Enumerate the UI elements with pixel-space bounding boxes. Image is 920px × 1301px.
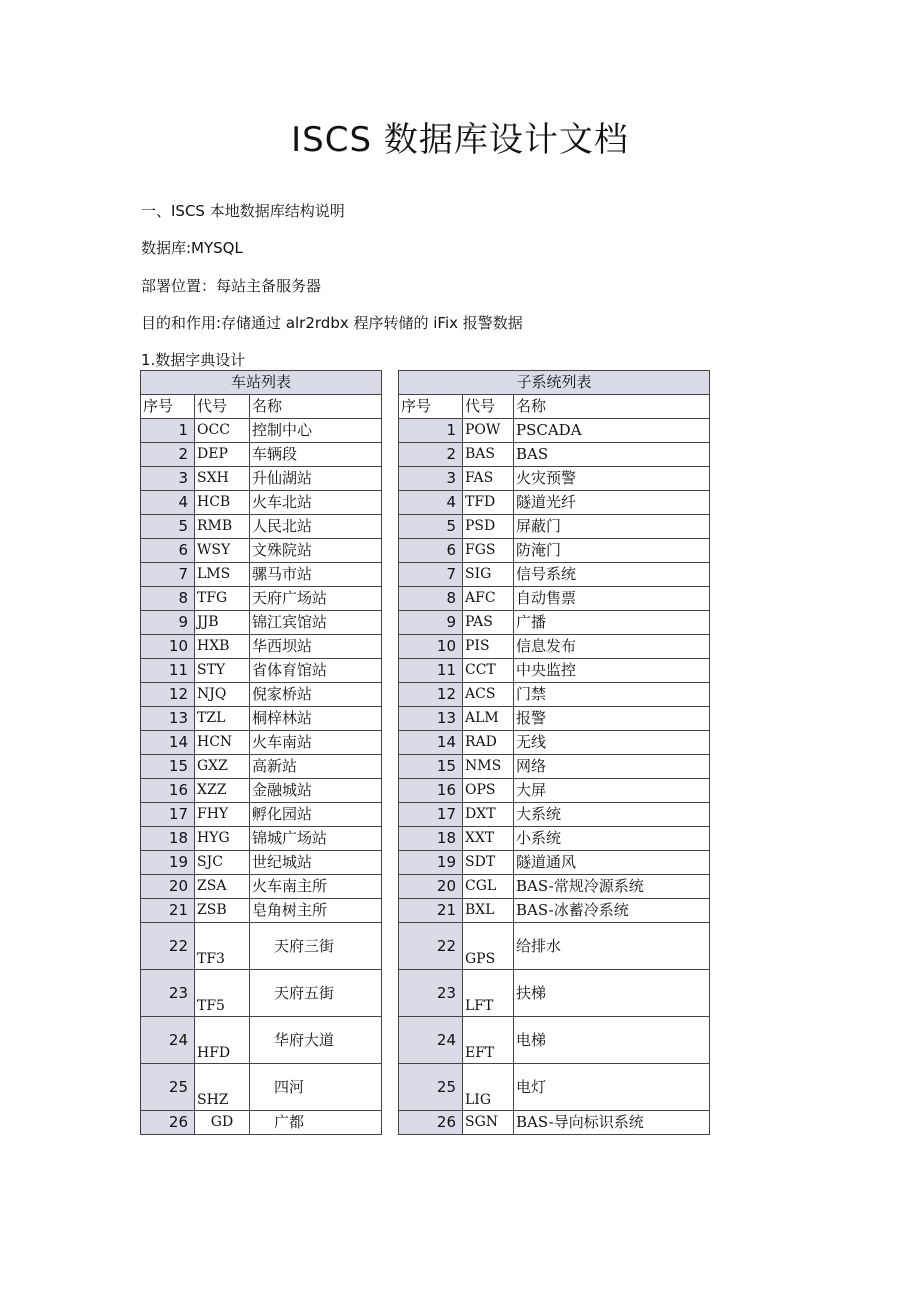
row-number: 1	[141, 419, 195, 443]
row-name: 门禁	[514, 683, 710, 707]
row-number: 15	[399, 755, 463, 779]
row-name: 大屏	[514, 779, 710, 803]
table-row	[141, 467, 382, 491]
row-code: RAD	[463, 731, 514, 755]
row-name: 高新站	[250, 755, 382, 779]
table-row	[141, 731, 382, 755]
row-number: 17	[399, 803, 463, 827]
row-name: 信号系统	[514, 563, 710, 587]
row-code: STY	[195, 659, 250, 683]
row-number: 11	[141, 659, 195, 683]
table-row	[399, 851, 710, 875]
row-code: GD	[195, 1111, 250, 1135]
column-header-name: 名称	[250, 395, 382, 419]
row-code: HXB	[195, 635, 250, 659]
row-code: SJC	[195, 851, 250, 875]
column-header-no: 序号	[141, 395, 195, 419]
row-name: 控制中心	[250, 419, 382, 443]
table-row	[399, 659, 710, 683]
row-code: OCC	[195, 419, 250, 443]
table-row	[141, 755, 382, 779]
row-name-text: 天府三街	[274, 937, 335, 955]
row-name: PSCADA	[514, 419, 710, 443]
row-code: POW	[463, 419, 514, 443]
row-name: 给排水	[514, 923, 710, 970]
row-number: 21	[141, 899, 195, 923]
row-name: 省体育馆站	[250, 659, 382, 683]
row-number: 22	[399, 923, 463, 970]
row-code: DXT	[463, 803, 514, 827]
row-code: ZSA	[195, 875, 250, 899]
table-row	[399, 683, 710, 707]
row-name: 防淹门	[514, 539, 710, 563]
row-name: BAS-冰蓄冷系统	[514, 899, 710, 923]
row-number: 8	[141, 587, 195, 611]
station-table-header-row	[141, 395, 382, 419]
table-row	[399, 1017, 710, 1064]
row-code: LIG	[463, 1064, 514, 1111]
row-number: 4	[399, 491, 463, 515]
row-number: 25	[141, 1064, 195, 1111]
row-name: 广播	[514, 611, 710, 635]
table-row	[399, 635, 710, 659]
row-number: 14	[141, 731, 195, 755]
row-number: 2	[141, 443, 195, 467]
row-number: 6	[399, 539, 463, 563]
row-name: 自动售票	[514, 587, 710, 611]
row-number: 8	[399, 587, 463, 611]
document-title: ISCS 数据库设计文档	[291, 120, 629, 160]
table-row	[399, 803, 710, 827]
row-number: 26	[399, 1111, 463, 1135]
row-name-text: 天府五街	[274, 984, 335, 1002]
row-code: NJQ	[195, 683, 250, 707]
row-code: TFG	[195, 587, 250, 611]
row-name: 火灾预警	[514, 467, 710, 491]
row-code: TZL	[195, 707, 250, 731]
row-number: 14	[399, 731, 463, 755]
row-code: BXL	[463, 899, 514, 923]
table-row	[141, 1017, 382, 1064]
table-row	[399, 467, 710, 491]
table-row	[141, 803, 382, 827]
subsystem-table	[398, 370, 710, 1135]
row-code: GPS	[463, 923, 514, 970]
row-name: 屏蔽门	[514, 515, 710, 539]
row-name: 网络	[514, 755, 710, 779]
table-row	[141, 635, 382, 659]
row-number: 26	[141, 1111, 195, 1135]
table-row	[141, 827, 382, 851]
row-code: HFD	[195, 1017, 250, 1064]
row-name: 隧道通风	[514, 851, 710, 875]
row-name	[250, 923, 382, 970]
row-number: 4	[141, 491, 195, 515]
row-number: 12	[399, 683, 463, 707]
table-row	[141, 683, 382, 707]
row-number: 15	[141, 755, 195, 779]
row-code: CCT	[463, 659, 514, 683]
row-code: SHZ	[195, 1064, 250, 1111]
row-number: 3	[141, 467, 195, 491]
column-header-code: 代号	[463, 395, 514, 419]
table-row	[399, 587, 710, 611]
table-row	[141, 443, 382, 467]
table-row	[399, 755, 710, 779]
column-header-name: 名称	[514, 395, 710, 419]
table-row	[141, 1064, 382, 1111]
station-table	[140, 370, 382, 1135]
station-table-title-row	[141, 371, 382, 395]
row-number: 9	[141, 611, 195, 635]
row-number: 21	[399, 899, 463, 923]
table-row	[399, 419, 710, 443]
row-code: SDT	[463, 851, 514, 875]
table-row	[399, 707, 710, 731]
table-row	[399, 1064, 710, 1111]
row-code: SXH	[195, 467, 250, 491]
row-code: AFC	[463, 587, 514, 611]
row-name: 天府广场站	[250, 587, 382, 611]
row-number: 2	[399, 443, 463, 467]
purpose-line: 目的和作用:存储通过 alr2rdbx 程序转储的 iFix 报警数据	[141, 314, 523, 332]
row-name-text: 华府大道	[274, 1031, 335, 1049]
row-name: 隧道光纤	[514, 491, 710, 515]
dictionary-heading: 1.数据字典设计	[141, 351, 246, 369]
row-code: TFD	[463, 491, 514, 515]
row-number: 18	[141, 827, 195, 851]
table-row	[141, 1111, 382, 1135]
row-name: 中央监控	[514, 659, 710, 683]
row-name: 车辆段	[250, 443, 382, 467]
table-row	[399, 515, 710, 539]
row-name: 火车南主所	[250, 875, 382, 899]
row-number: 18	[399, 827, 463, 851]
table-row	[399, 491, 710, 515]
table-row	[141, 923, 382, 970]
row-code: CGL	[463, 875, 514, 899]
row-code: HYG	[195, 827, 250, 851]
table-row	[399, 970, 710, 1017]
subsystem-table-title: 子系统列表	[399, 371, 710, 395]
row-name: 锦江宾馆站	[250, 611, 382, 635]
row-number: 5	[399, 515, 463, 539]
row-number: 1	[399, 419, 463, 443]
row-code: BAS	[463, 443, 514, 467]
row-name: 大系统	[514, 803, 710, 827]
row-name: 升仙湖站	[250, 467, 382, 491]
row-code: ZSB	[195, 899, 250, 923]
database-line: 数据库:MYSQL	[141, 239, 243, 257]
table-row	[399, 731, 710, 755]
row-name: 华西坝站	[250, 635, 382, 659]
table-row	[141, 899, 382, 923]
row-code: SGN	[463, 1111, 514, 1135]
row-name: 信息发布	[514, 635, 710, 659]
row-name: 世纪城站	[250, 851, 382, 875]
table-row	[141, 611, 382, 635]
table-row	[141, 779, 382, 803]
row-number: 11	[399, 659, 463, 683]
station-table-title: 车站列表	[141, 371, 382, 395]
row-number: 7	[399, 563, 463, 587]
row-code: DEP	[195, 443, 250, 467]
table-row	[399, 779, 710, 803]
row-number: 16	[399, 779, 463, 803]
row-code: RMB	[195, 515, 250, 539]
row-number: 10	[141, 635, 195, 659]
row-name: 文殊院站	[250, 539, 382, 563]
row-number: 24	[141, 1017, 195, 1064]
row-code: PIS	[463, 635, 514, 659]
table-row	[141, 491, 382, 515]
table-row	[141, 851, 382, 875]
row-name: 小系统	[514, 827, 710, 851]
row-number: 23	[141, 970, 195, 1017]
row-number: 16	[141, 779, 195, 803]
row-code: LMS	[195, 563, 250, 587]
row-code: HCN	[195, 731, 250, 755]
row-name: 广都	[250, 1111, 382, 1135]
row-code: OPS	[463, 779, 514, 803]
row-number: 5	[141, 515, 195, 539]
row-name: 扶梯	[514, 970, 710, 1017]
row-code: SIG	[463, 563, 514, 587]
row-code: NMS	[463, 755, 514, 779]
row-number: 25	[399, 1064, 463, 1111]
table-row	[399, 611, 710, 635]
row-code: TF3	[195, 923, 250, 970]
row-code: FAS	[463, 467, 514, 491]
table-row	[399, 443, 710, 467]
row-number: 6	[141, 539, 195, 563]
row-number: 3	[399, 467, 463, 491]
row-number: 10	[399, 635, 463, 659]
row-code: HCB	[195, 491, 250, 515]
row-name	[250, 970, 382, 1017]
table-row	[399, 923, 710, 970]
row-code: JJB	[195, 611, 250, 635]
row-name: 电梯	[514, 1017, 710, 1064]
table-row	[399, 875, 710, 899]
table-row	[399, 563, 710, 587]
column-header-no: 序号	[399, 395, 463, 419]
row-name: BAS-导向标识系统	[514, 1111, 710, 1135]
row-number: 13	[141, 707, 195, 731]
row-code: EFT	[463, 1017, 514, 1064]
location-line: 部署位置：每站主备服务器	[141, 277, 322, 295]
row-code: PSD	[463, 515, 514, 539]
row-code: TF5	[195, 970, 250, 1017]
row-code: ACS	[463, 683, 514, 707]
table-row	[399, 1111, 710, 1135]
row-number: 22	[141, 923, 195, 970]
table-row	[399, 899, 710, 923]
row-name-text: 四河	[274, 1078, 305, 1096]
row-number: 7	[141, 563, 195, 587]
subsystem-table-header-row	[399, 395, 710, 419]
row-name: 报警	[514, 707, 710, 731]
row-code: LFT	[463, 970, 514, 1017]
row-name: 电灯	[514, 1064, 710, 1111]
table-row	[141, 587, 382, 611]
row-name: 锦城广场站	[250, 827, 382, 851]
section-heading: 一、ISCS 本地数据库结构说明	[141, 202, 345, 220]
row-number: 23	[399, 970, 463, 1017]
row-code: PAS	[463, 611, 514, 635]
row-name: 火车南站	[250, 731, 382, 755]
row-number: 20	[399, 875, 463, 899]
row-number: 24	[399, 1017, 463, 1064]
row-number: 19	[141, 851, 195, 875]
table-row	[141, 875, 382, 899]
table-row	[141, 707, 382, 731]
row-name: BAS-常规冷源系统	[514, 875, 710, 899]
row-name: 火车北站	[250, 491, 382, 515]
row-number: 13	[399, 707, 463, 731]
column-header-code: 代号	[195, 395, 250, 419]
row-code: WSY	[195, 539, 250, 563]
row-name: 孵化园站	[250, 803, 382, 827]
row-name: 倪家桥站	[250, 683, 382, 707]
table-row	[399, 827, 710, 851]
row-number: 9	[399, 611, 463, 635]
table-row	[141, 515, 382, 539]
table-row	[141, 659, 382, 683]
table-row	[141, 419, 382, 443]
row-name: BAS	[514, 443, 710, 467]
row-code: FHY	[195, 803, 250, 827]
row-code: XZZ	[195, 779, 250, 803]
table-row	[141, 970, 382, 1017]
row-name	[250, 1064, 382, 1111]
row-name: 骡马市站	[250, 563, 382, 587]
row-code: XXT	[463, 827, 514, 851]
row-name: 皂角树主所	[250, 899, 382, 923]
row-number: 19	[399, 851, 463, 875]
row-code: GXZ	[195, 755, 250, 779]
row-code: FGS	[463, 539, 514, 563]
table-row	[141, 539, 382, 563]
row-name: 金融城站	[250, 779, 382, 803]
row-number: 12	[141, 683, 195, 707]
row-name: 无线	[514, 731, 710, 755]
row-name: 桐梓林站	[250, 707, 382, 731]
row-name	[250, 1017, 382, 1064]
table-row	[399, 539, 710, 563]
row-name: 人民北站	[250, 515, 382, 539]
row-number: 17	[141, 803, 195, 827]
row-number: 20	[141, 875, 195, 899]
subsystem-table-title-row	[399, 371, 710, 395]
table-row	[141, 563, 382, 587]
row-code: ALM	[463, 707, 514, 731]
